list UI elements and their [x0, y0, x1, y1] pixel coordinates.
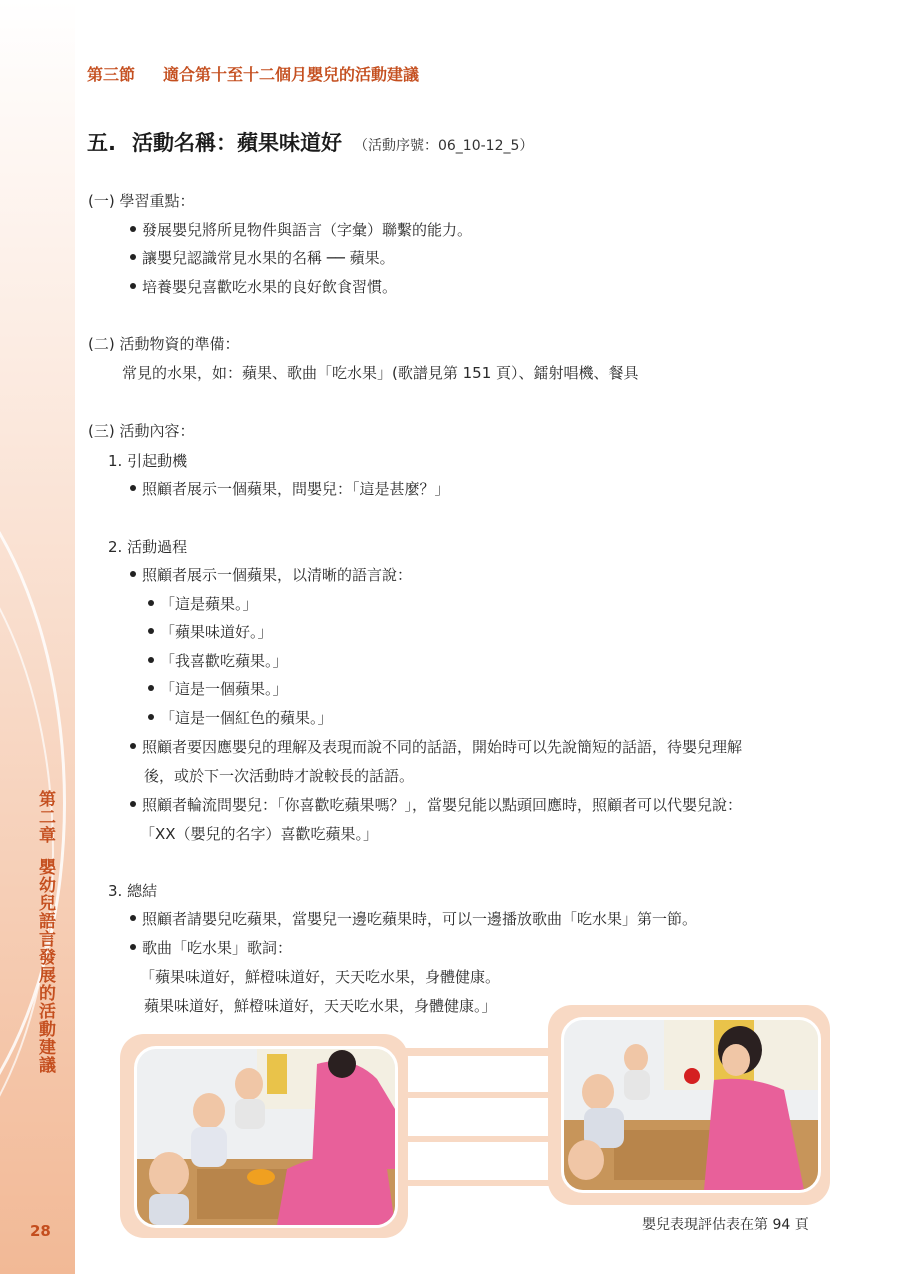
step1-title: 1. 引起動機 [108, 452, 188, 470]
list-item: 讓嬰兒認識常見水果的名稱 ── 蘋果。 [130, 247, 395, 268]
section-number: 第三節 [87, 65, 136, 84]
phrase-item: 「這是蘋果。」 [148, 593, 258, 614]
list-item: 照顧者展示一個蘋果，問嬰兒：「這是甚麼？」 [130, 478, 450, 499]
assessment-note: 嬰兒表現評估表在第 94 頁 [642, 1217, 809, 1233]
step2-title: 2. 活動過程 [108, 538, 188, 556]
chapter-title: 嬰幼兒語言發展的活動建議 [35, 858, 55, 1074]
step3-item1: 照顧者請嬰兒吃蘋果，當嬰兒一邊吃蘋果時，可以一邊播放歌曲「吃水果」第一節。 [130, 908, 697, 929]
step3-item2: 歌曲「吃水果」歌詞： [130, 937, 292, 958]
learning-focus-heading: (一) 學習重點： [88, 192, 195, 210]
activity-code: （活動序號：06_10-12_5） [353, 138, 534, 154]
page-number: 28 [30, 1222, 51, 1240]
list-item: 發展嬰兒將所見物件與語言（字彙）聯繫的能力。 [130, 219, 472, 240]
step3-title: 3. 總結 [108, 882, 158, 900]
phrase-item: 「這是一個蘋果。」 [148, 678, 288, 699]
phrase-item: 「蘋果味道好。」 [148, 621, 273, 642]
list-item: 培養嬰兒喜歡吃水果的良好飲食習慣。 [130, 276, 397, 297]
chapter-label: 第二章 [35, 790, 55, 844]
section-header [87, 62, 419, 85]
photo-left [134, 1046, 398, 1228]
lyrics-line2: 蘋果味道好，鮮橙味道好，天天吃水果，身體健康。」 [144, 997, 497, 1015]
activity-number: 五. [87, 131, 116, 155]
phrase-item: 「這是一個紅色的蘋果。」 [148, 707, 333, 728]
activity-title [87, 127, 533, 157]
photo-babies-eating-icon [137, 1049, 395, 1225]
materials-heading: (二) 活動物資的準備： [88, 335, 240, 353]
note1-line1: 照顧者要因應嬰兒的理解及表現而說不同的話語，開始時可以先說簡短的話語，待嬰兒理解 [130, 736, 742, 757]
note1-line2: 後，或於下一次活動時才說較長的話語。 [144, 767, 415, 785]
note2-line2: 「XX（嬰兒的名字）喜歡吃蘋果。」 [140, 825, 379, 843]
photo-caregiver-apple-icon [564, 1020, 818, 1190]
content-heading: (三) 活動內容： [88, 422, 195, 440]
materials-text: 常見的水果，如：蘋果、歌曲「吃水果」(歌譜見第 151 頁）、鐳射唱機、餐具 [122, 364, 639, 382]
chapter-vertical-label [30, 790, 56, 1074]
step2-intro: 照顧者展示一個蘋果，以清晰的語言說： [130, 564, 412, 585]
photo-right [561, 1017, 821, 1193]
phrase-item: 「我喜歡吃蘋果。」 [148, 650, 288, 671]
activity-name: 活動名稱：蘋果味道好 [131, 131, 342, 155]
lyrics-line1: 「蘋果味道好，鮮橙味道好，天天吃水果，身體健康。 [140, 968, 501, 986]
note2-line1: 照顧者輪流問嬰兒：「你喜歡吃蘋果嗎？」，當嬰兒能以點頭回應時，照顧者可以代嬰兒說： [130, 794, 742, 815]
section-title: 適合第十至十二個月嬰兒的活動建議 [163, 65, 420, 84]
